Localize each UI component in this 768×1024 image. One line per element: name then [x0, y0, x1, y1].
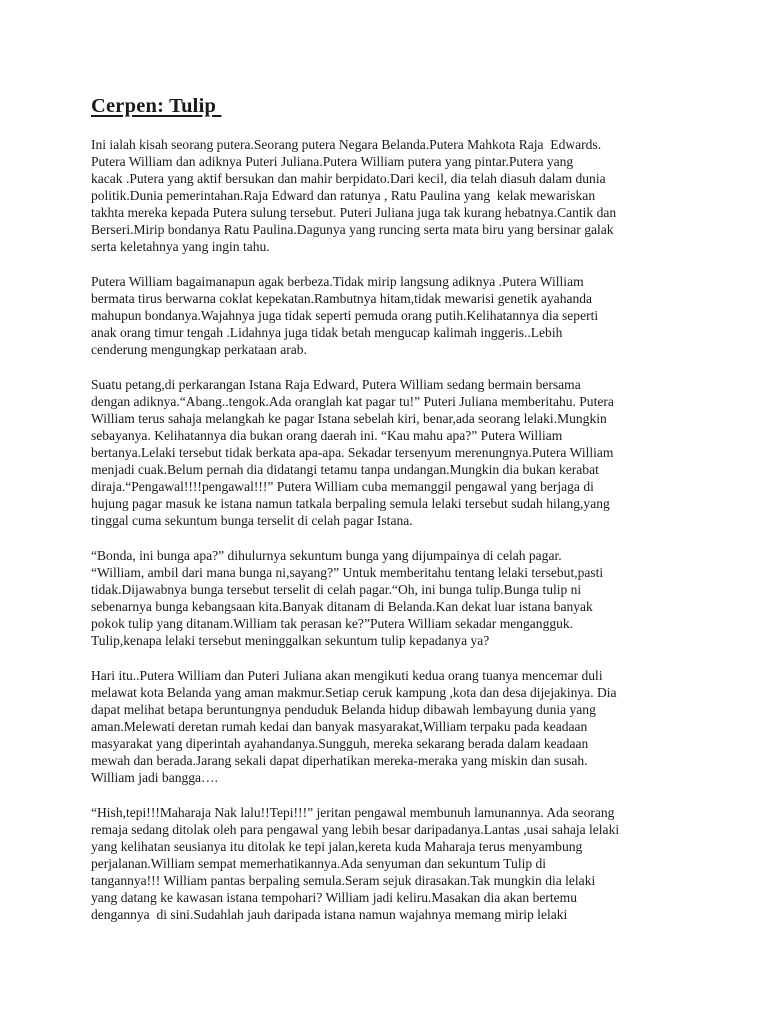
paragraph [91, 547, 691, 649]
text-line: sebayanya. Kelihatannya dia bukan orang daerah ini. “Kau mahu apa?” Putera William [91, 428, 563, 443]
text-line: Ini ialah kisah seorang putera.Seorang putera Negara Belanda.Putera Mahkota Raja Edwards. [91, 137, 602, 152]
text-line: William terus sahaja melangkah ke pagar Istana sebelah kiri, benar,ada seorang lelaki.Mungkin [91, 411, 607, 426]
paragraph-list [91, 136, 691, 923]
text-line: “Hish,tepi!!!Maharaja Nak lalu!!Tepi!!!” jeritan pengawal membunuh lamunannya. Ada seorang [91, 805, 615, 820]
paragraph [91, 376, 691, 529]
text-line: yang datang ke kawasan istana tempohari? William jadi keliru.Masakan dia akan bertemu [91, 890, 577, 905]
text-line: Tulip,kenapa lelaki tersebut meninggalkan sekuntum tulip kepadanya ya? [91, 633, 490, 648]
text-line: Putera William bagaimanapun agak berbeza.Tidak mirip langsung adiknya .Putera William [91, 274, 584, 289]
text-line: menjadi cuak.Belum pernah dia didatangi tetamu tanpa undangan.Mungkin dia bukan kerabat [91, 462, 599, 477]
text-line: Suatu petang,di perkarangan Istana Raja Edward, Putera William sedang bermain bersama [91, 377, 581, 392]
text-line: dapat melihat betapa beruntungnya penduduk Belanda hidup dibawah lembayung dunia yang [91, 702, 596, 717]
text-line: William jadi bangga…. [91, 770, 218, 785]
paragraph [91, 136, 691, 255]
text-line: mahupun bondanya.Wajahnya juga tidak seperti pemuda orang putih.Kelihatannya dia seperti [91, 308, 599, 323]
text-line: Putera William dan adiknya Puteri Juliana.Putera William putera yang pintar.Putera yang [91, 154, 574, 169]
text-line: diraja.“Pengawal!!!!pengawal!!!” Putera William cuba memanggil pengawal yang berjaga di [91, 479, 594, 494]
paragraph [91, 667, 691, 786]
document-body [91, 92, 691, 941]
text-line: kacak .Putera yang aktif bersukan dan mahir berpidato.Dari kecil, dia telah diasuh dalam dunia [91, 171, 606, 186]
text-line: tangannya!!! William pantas berpaling semula.Seram sejuk dirasakan.Tak mungkin dia lelaki [91, 873, 596, 888]
text-line: melawat kota Belanda yang aman makmur.Setiap ceruk kampung ,kota dan desa dijejakinya. Dia [91, 685, 617, 700]
paragraph [91, 804, 691, 923]
text-line: Berseri.Mirip bondanya Ratu Paulina.Dagunya yang runcing serta mata biru yang bersinar galak [91, 222, 614, 237]
text-line: cenderung mengungkap perkataan arab. [91, 342, 307, 357]
text-line: dengan adiknya.“Abang..tengok.Ada oranglah kat pagar tu!” Puteri Juliana memberitahu. Putera [91, 394, 614, 409]
text-line: mewah dan berada.Jarang sekali dapat diperhatikan mereka-meraka yang miskin dan susah. [91, 753, 588, 768]
text-line: pokok tulip yang ditanam.William tak perasan ke?”Putera William sekadar mengangguk. [91, 616, 574, 631]
text-line: “Bonda, ini bunga apa?” dihulurnya sekuntum bunga yang dijumpainya di celah pagar. [91, 548, 562, 563]
paragraph [91, 273, 691, 358]
text-line: serta keletahnya yang ingin tahu. [91, 239, 270, 254]
text-line: bertanya.Lelaki tersebut tidak berkata apa-apa. Sekadar tersenyum merenungnya.Putera William [91, 445, 614, 460]
text-line: bermata tirus berwarna coklat kepekatan.Rambutnya hitam,tidak mewarisi genetik ayahanda [91, 291, 593, 306]
document-title: Cerpen: Tulip [91, 95, 222, 117]
text-line: tidak.Dijawabnya bunga tersebut terselit di celah pagar.“Oh, ini bunga tulip.Bunga tulip ni [91, 582, 582, 597]
text-line: perjalanan.William sempat memerhatikannya.Ada senyuman dan sekuntum Tulip di [91, 856, 547, 871]
text-line: remaja sedang ditolak oleh para pengawal yang lebih besar daripadanya.Lantas ,usai sahaja lelaki [91, 822, 620, 837]
text-line: tinggal cuma sekuntum bunga terselit di celah pagar Istana. [91, 513, 413, 528]
text-line: takhta mereka kepada Putera sulung tersebut. Puteri Juliana juga tak kurang hebatnya.Cantik dan [91, 205, 617, 220]
text-line: “William, ambil dari mana bunga ni,sayang?” Untuk memberitahu tentang lelaki tersebut,pasti [91, 565, 604, 580]
text-line: yang kelihatan seusianya itu ditolak ke tepi jalan,kereta kuda Maharaja terus menyambung [91, 839, 583, 854]
text-line: dengannya di sini.Sudahlah jauh daripada istana namun wajahnya memang mirip lelaki [91, 907, 568, 922]
text-line: sebenarnya bunga kebangsaan kita.Banyak ditanam di Belanda.Kan dekat luar istana banyak [91, 599, 593, 614]
text-line: masyarakat yang diperintah ayahandanya.Sungguh, mereka sekarang berada dalam keadaan [91, 736, 589, 751]
text-line: anak orang timur tengah .Lidahnya juga tidak betah mengucap kalimah inggeris..Lebih [91, 325, 563, 340]
text-line: hujung pagar masuk ke istana namun tatkala berpaling semula lelaki tersebut sudah hilang,yang [91, 496, 610, 511]
text-line: Hari itu..Putera William dan Puteri Juliana akan mengikuti kedua orang tuanya mencemar duli [91, 668, 603, 683]
text-line: aman.Melewati deretan rumah kedai dan banyak masyarakat,William terpaku pada keadaan [91, 719, 588, 734]
text-line: politik.Dunia pemerintahan.Raja Edward dan ratunya , Ratu Paulina yang kelak mewariskan [91, 188, 596, 203]
